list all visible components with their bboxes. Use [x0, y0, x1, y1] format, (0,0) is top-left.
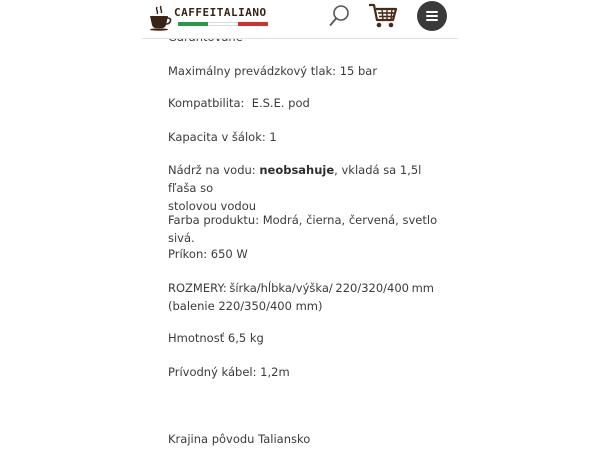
menu-bar-icon [426, 11, 438, 13]
spec-water-tank [168, 161, 450, 215]
spec-dimensions-package: (balenie 220/350/400 mm) [168, 299, 323, 313]
coffee-cup-icon [148, 5, 172, 31]
cart-icon[interactable] [368, 2, 398, 30]
spec-dimensions-label: ROZMERY: [168, 281, 227, 295]
spec-origin: Krajina pôvodu Taliansko [168, 432, 311, 446]
spec-dimensions-words: šírka/hĺbka/výška/ [229, 281, 333, 295]
spec-dimensions-unit: mm [411, 281, 434, 295]
site-logo[interactable] [148, 5, 268, 31]
spec-compatibility: Kompatbilita: E.S.E. pod [168, 96, 310, 110]
hamburger-menu-button[interactable] [417, 1, 447, 31]
spec-dimensions [168, 279, 450, 315]
spec-pressure: Maximálny prevádzkový tlak: 15 bar [168, 64, 378, 78]
menu-bar-icon [426, 19, 438, 21]
spec-color: Farba produktu: Modrá, čierna, červená, svetlo sivá. [168, 213, 438, 245]
spec-weight: Hmotnosť 6,5 kg [168, 331, 264, 345]
spec-cup-capacity: Kapacita v šálok: 1 [168, 130, 277, 144]
menu-bar-icon [426, 15, 438, 17]
spec-water-tank-bold: neobsahuje [259, 163, 335, 177]
spec-water-tank-line2: stolovou vodou [168, 199, 257, 213]
spec-water-tank-suffix: , vkladá sa 1,5l fľaša so [168, 163, 422, 195]
site-header [142, 0, 458, 39]
search-icon[interactable] [328, 4, 352, 28]
spec-dimensions-row [168, 279, 434, 297]
spec-cable: Prívodný kábel: 1,2m [168, 365, 290, 379]
spec-dimensions-values: 220/320/400 [335, 281, 409, 295]
product-page [142, 0, 458, 450]
logo-text: CAFFEITALIANO [174, 6, 267, 19]
italian-flag-stripe [178, 22, 268, 26]
spec-water-tank-label: Nádrž na vodu: [168, 163, 260, 177]
spec-power: Príkon: 650 W [168, 247, 248, 261]
